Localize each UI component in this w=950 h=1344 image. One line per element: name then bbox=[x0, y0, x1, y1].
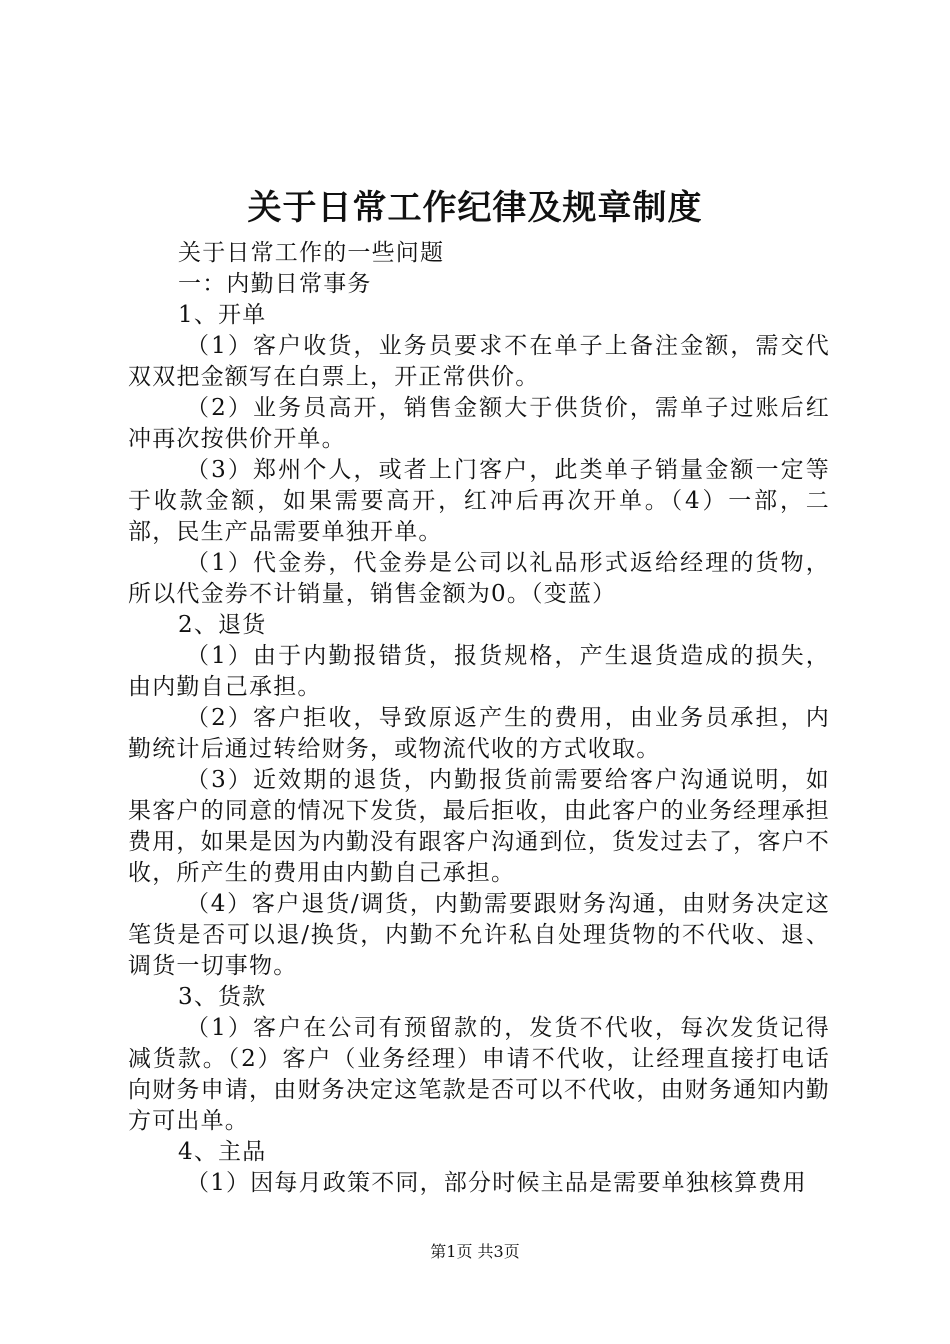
subsection-heading: 3、货款 bbox=[178, 984, 267, 1010]
list-item: （1）代金券，代金券是公司以礼品形式返给经理的货物，所以代金券不计销量，销售金额为0。（变蓝） bbox=[128, 550, 830, 607]
list-item: （2）客户拒收，导致原返产生的费用，由业务员承担，内勤统计后通过转给财务，或物流代收的方式收取。 bbox=[128, 705, 830, 762]
page-footer: 第1页 共3页 bbox=[430, 1242, 520, 1261]
subsection-heading: 1、开单 bbox=[178, 302, 267, 328]
document-title: 关于日常工作纪律及规章制度 bbox=[247, 188, 703, 228]
list-item: （4）客户退货/调货，内勤需要跟财务沟通，由财务决定这笔货是否可以退/换货，内勤不允许私自处理货物的不代收、退、调货一切事物。 bbox=[128, 891, 830, 979]
section-heading: 一：内勤日常事务 bbox=[178, 271, 372, 297]
list-item: （2）业务员高开，销售金额大于供货价，需单子过账后红冲再次按供价开单。 bbox=[128, 395, 830, 452]
list-item: （3）郑州个人，或者上门客户，此类单子销量金额一定等于收款金额，如果需要高开，红冲后再次开单。（4）一部，二部，民生产品需要单独开单。 bbox=[128, 457, 830, 545]
list-item: （1）因每月政策不同，部分时候主品是需要单独核算费用 bbox=[186, 1170, 807, 1196]
subsection-heading: 2、退货 bbox=[178, 612, 267, 638]
list-item: （3）近效期的退货，内勤报货前需要给客户沟通说明，如果客户的同意的情况下发货，最后拒收，由此客户的业务经理承担费用，如果是因为内勤没有跟客户沟通到位，货发过去了，客户不收，所产生的费用由内勤自己承担。 bbox=[128, 767, 830, 886]
subsection-heading: 4、主品 bbox=[178, 1139, 267, 1165]
paragraph-intro: 关于日常工作的一些问题 bbox=[178, 240, 445, 266]
list-item: （1）客户收货，业务员要求不在单子上备注金额，需交代双双把金额写在白票上，开正常供价。 bbox=[128, 333, 830, 390]
list-item: （1）客户在公司有预留款的，发货不代收，每次发货记得减货款。（2）客户（业务经理）申请不代收，让经理直接打电话向财务申请，由财务决定这笔款是否可以不代收，由财务通知内勤方可出单。 bbox=[128, 1015, 830, 1134]
document-body bbox=[128, 238, 830, 1199]
list-item: （1）由于内勤报错货，报货规格，产生退货造成的损失，由内勤自己承担。 bbox=[128, 643, 830, 700]
